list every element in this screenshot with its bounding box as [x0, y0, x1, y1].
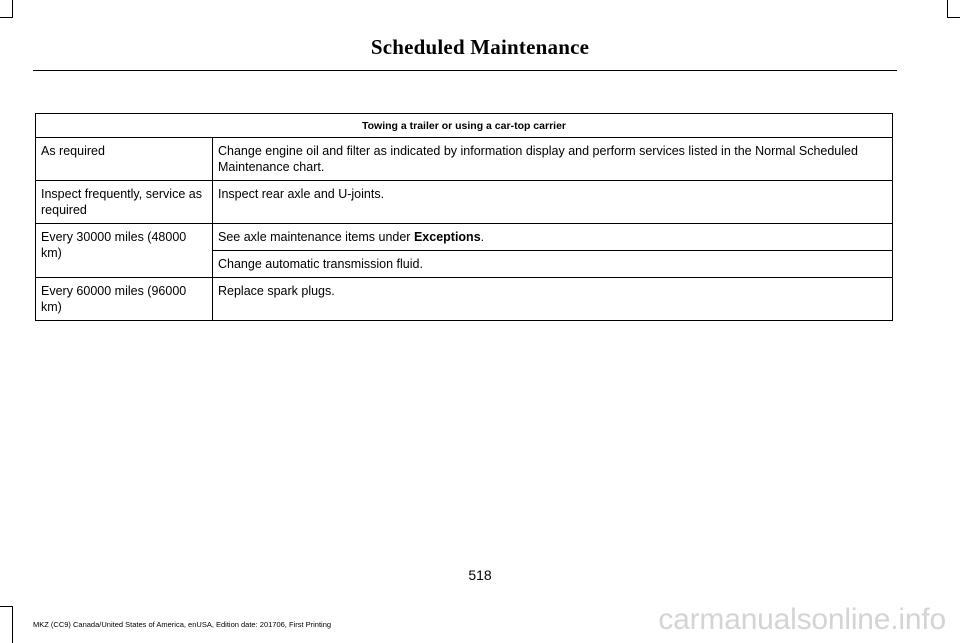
service-cell: Inspect rear axle and U-joints.: [213, 181, 893, 224]
maintenance-table: [35, 113, 893, 321]
interval-cell: Inspect frequently, service as required: [36, 181, 213, 224]
interval-cell: As required: [36, 138, 213, 181]
crop-mark-bottom-left-horizontal: [0, 606, 13, 607]
table-row: [36, 278, 893, 321]
interval-cell: Every 30000 miles (48000 km): [36, 224, 213, 278]
edition-footer: MKZ (CC9) Canada/United States of America, enUSA, Edition date: 201706, First Printing: [33, 620, 332, 629]
service-cell: Replace spark plugs.: [213, 278, 893, 321]
page-number: 518: [468, 567, 492, 583]
table-heading-row: [36, 114, 893, 138]
service-cell: Change engine oil and filter as indicated by information display and perform services listed in the Normal Scheduled Maintenance chart.: [213, 138, 893, 181]
crop-mark-top-left-horizontal: [0, 17, 13, 18]
service-text-end: .: [480, 230, 485, 244]
interval-cell: Every 60000 miles (96000 km): [36, 278, 213, 321]
table-row: [36, 224, 893, 251]
watermark: carmanualsonline.info: [658, 603, 946, 636]
table-heading: Towing a trailer or using a car-top carrier: [36, 114, 893, 138]
table-row: [36, 181, 893, 224]
crop-mark-top-right-horizontal: [947, 17, 960, 18]
exceptions-reference: Exceptions: [413, 230, 481, 244]
service-text: See axle maintenance items under: [218, 230, 414, 244]
crop-mark-top-left-vertical: [12, 0, 13, 18]
crop-mark-top-right-vertical: [947, 0, 948, 18]
table-row: [36, 138, 893, 181]
title-divider: [33, 70, 897, 71]
service-cell: [213, 224, 893, 251]
page-title: Scheduled Maintenance: [370, 35, 590, 59]
service-cell: Change automatic transmission fluid.: [213, 251, 893, 278]
crop-mark-bottom-left-vertical: [12, 606, 13, 643]
